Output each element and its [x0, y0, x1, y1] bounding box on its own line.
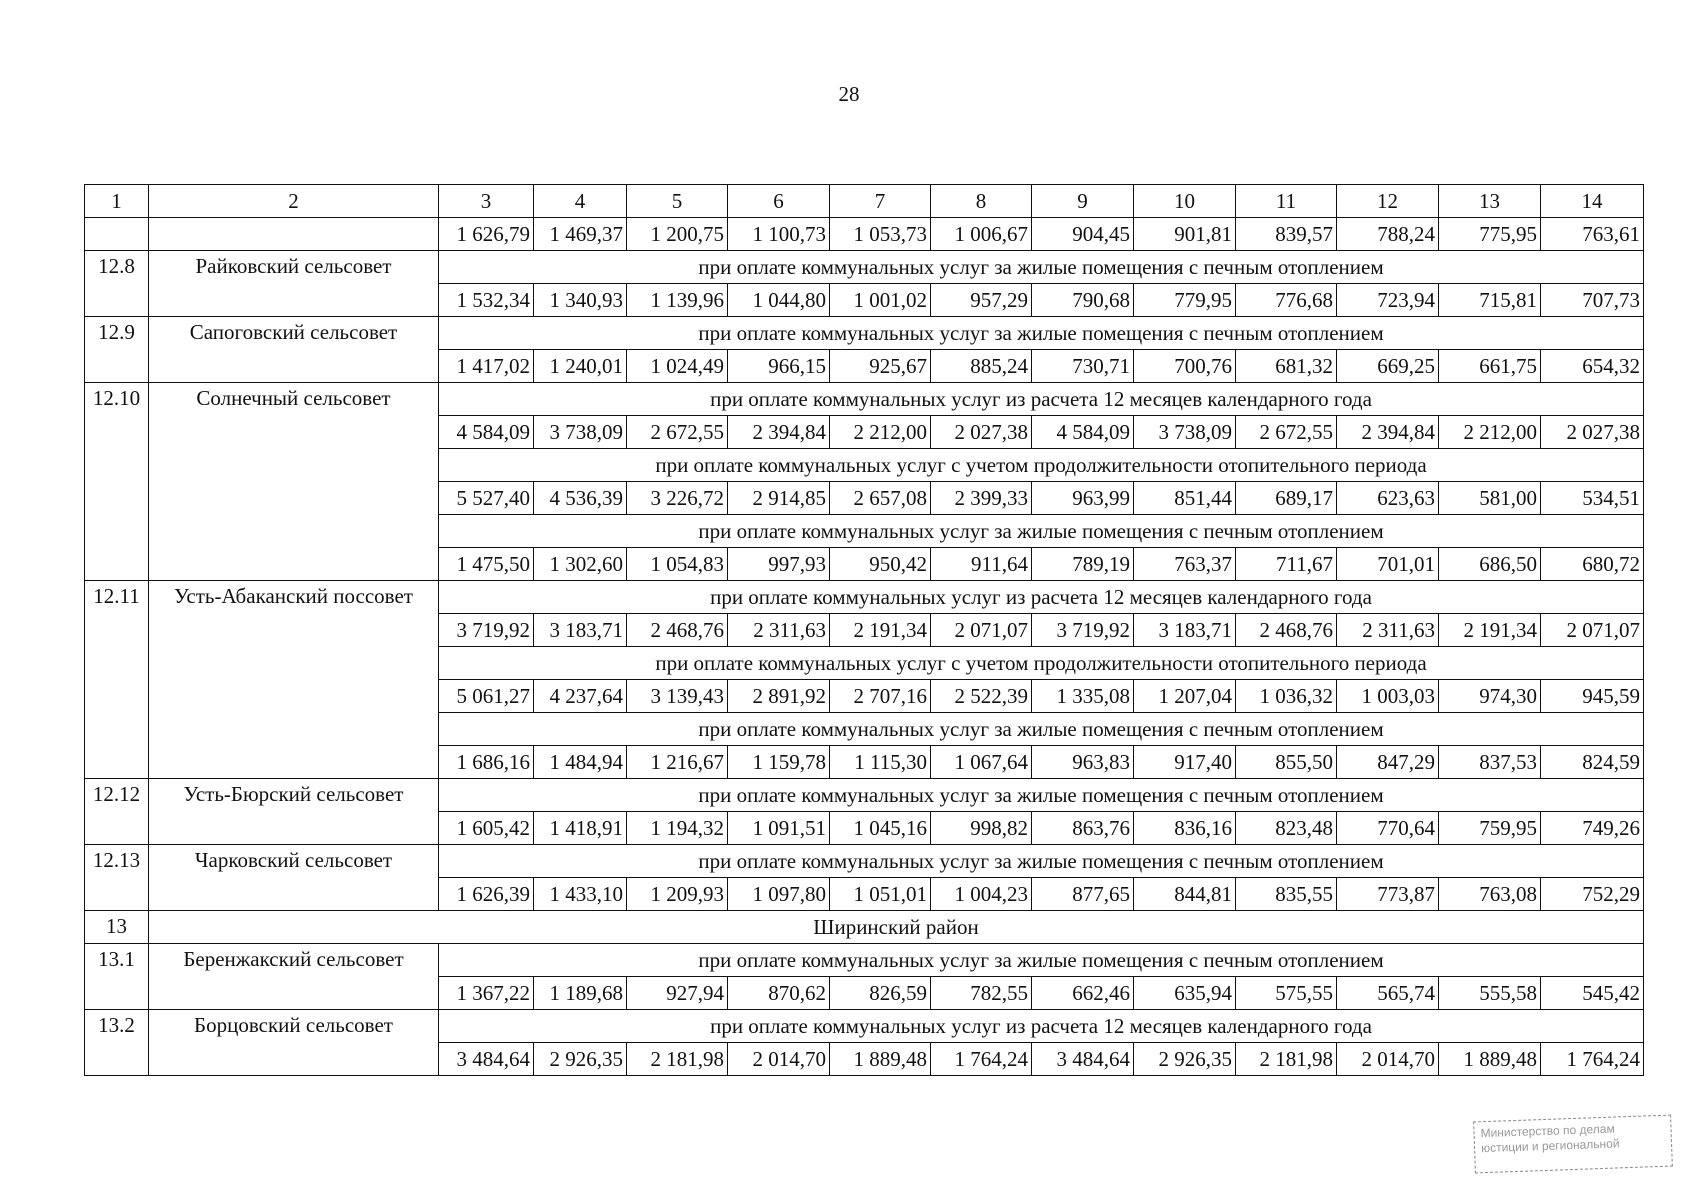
- value-cell: 662,46: [1032, 977, 1134, 1010]
- value-cell: 863,76: [1032, 812, 1134, 845]
- value-cell: 545,42: [1541, 977, 1644, 1010]
- value-cell: 2 014,70: [728, 1043, 830, 1076]
- value-cell: 681,32: [1236, 350, 1337, 383]
- section-label-row: [85, 383, 1644, 416]
- value-cell: 3 226,72: [627, 482, 728, 515]
- value-cell: 2 707,16: [830, 680, 931, 713]
- value-cell: 1 302,60: [534, 548, 627, 581]
- row-index: 12.10: [85, 383, 149, 581]
- value-cell: 2 071,07: [931, 614, 1032, 647]
- value-cell: 1 209,93: [627, 878, 728, 911]
- value-cell: 759,95: [1439, 812, 1541, 845]
- table-row: [85, 218, 1644, 251]
- value-cell: 2 181,98: [1236, 1043, 1337, 1076]
- value-cell: 847,29: [1337, 746, 1439, 779]
- value-cell: 1 189,68: [534, 977, 627, 1010]
- value-cell: 775,95: [1439, 218, 1541, 251]
- value-cell: 885,24: [931, 350, 1032, 383]
- row-index: 12.11: [85, 581, 149, 779]
- settlement-name: Райковский сельсовет: [149, 251, 439, 317]
- value-cell: 789,19: [1032, 548, 1134, 581]
- value-cell: 1 139,96: [627, 284, 728, 317]
- value-cell: 715,81: [1439, 284, 1541, 317]
- value-cell: 1 024,49: [627, 350, 728, 383]
- value-cell: 2 399,33: [931, 482, 1032, 515]
- row-index: 12.8: [85, 251, 149, 317]
- row-index: 13.2: [85, 1010, 149, 1076]
- value-cell: 2 027,38: [1541, 416, 1644, 449]
- value-cell: 4 237,64: [534, 680, 627, 713]
- value-cell: 730,71: [1032, 350, 1134, 383]
- payment-mode-label: при оплате коммунальных услуг за жилые помещения с печным отоплением: [439, 317, 1644, 350]
- value-cell: 1 100,73: [728, 218, 830, 251]
- section-label-row: [85, 845, 1644, 878]
- value-cell: 1 200,75: [627, 218, 728, 251]
- value-cell: 3 484,64: [439, 1043, 534, 1076]
- value-cell: 763,37: [1134, 548, 1236, 581]
- value-cell: 3 719,92: [439, 614, 534, 647]
- value-cell: 3 719,92: [1032, 614, 1134, 647]
- header-cell: 13: [1439, 185, 1541, 218]
- row-index: 12.9: [85, 317, 149, 383]
- value-cell: 1 626,79: [439, 218, 534, 251]
- payment-mode-label: при оплате коммунальных услуг за жилые помещения с печным отоплением: [439, 944, 1644, 977]
- value-cell: 963,83: [1032, 746, 1134, 779]
- value-cell: 2 181,98: [627, 1043, 728, 1076]
- value-cell: 1 216,67: [627, 746, 728, 779]
- value-cell: 661,75: [1439, 350, 1541, 383]
- value-cell: 779,95: [1134, 284, 1236, 317]
- value-cell: 1 335,08: [1032, 680, 1134, 713]
- value-cell: 837,53: [1439, 746, 1541, 779]
- value-cell: 2 394,84: [728, 416, 830, 449]
- value-cell: 2 014,70: [1337, 1043, 1439, 1076]
- header-cell: 6: [728, 185, 830, 218]
- value-cell: 1 159,78: [728, 746, 830, 779]
- value-cell: 711,67: [1236, 548, 1337, 581]
- value-cell: 4 584,09: [439, 416, 534, 449]
- payment-mode-label: при оплате коммунальных услуг за жилые помещения с печным отоплением: [439, 713, 1644, 746]
- settlement-name: Усть-Бюрский сельсовет: [149, 779, 439, 845]
- value-cell: 623,63: [1337, 482, 1439, 515]
- value-cell: 1 889,48: [830, 1043, 931, 1076]
- value-cell: 565,74: [1337, 977, 1439, 1010]
- value-cell: 1 097,80: [728, 878, 830, 911]
- tariff-table: [84, 184, 1644, 1076]
- value-cell: 1 418,91: [534, 812, 627, 845]
- section-label-row: [85, 317, 1644, 350]
- district-row: [85, 911, 1644, 944]
- value-cell: 998,82: [931, 812, 1032, 845]
- payment-mode-label: при оплате коммунальных услуг за жилые помещения с печным отоплением: [439, 515, 1644, 548]
- value-cell: 1 367,22: [439, 977, 534, 1010]
- value-cell: 1 484,94: [534, 746, 627, 779]
- row-name: [149, 218, 439, 251]
- value-cell: 1 045,16: [830, 812, 931, 845]
- value-cell: 1 044,80: [728, 284, 830, 317]
- settlement-name: Беренжакский сельсовет: [149, 944, 439, 1010]
- value-cell: 3 183,71: [534, 614, 627, 647]
- value-cell: 4 584,09: [1032, 416, 1134, 449]
- header-cell: 5: [627, 185, 728, 218]
- section-label-row: [85, 581, 1644, 614]
- payment-mode-label: при оплате коммунальных услуг за жилые помещения с печным отоплением: [439, 779, 1644, 812]
- value-cell: 1 004,23: [931, 878, 1032, 911]
- value-cell: 1 054,83: [627, 548, 728, 581]
- value-cell: 4 536,39: [534, 482, 627, 515]
- value-cell: 917,40: [1134, 746, 1236, 779]
- value-cell: 2 027,38: [931, 416, 1032, 449]
- value-cell: 1 115,30: [830, 746, 931, 779]
- value-cell: 2 191,34: [1439, 614, 1541, 647]
- value-cell: 1 006,67: [931, 218, 1032, 251]
- settlement-name: Сапоговский сельсовет: [149, 317, 439, 383]
- value-cell: 654,32: [1541, 350, 1644, 383]
- value-cell: 581,00: [1439, 482, 1541, 515]
- value-cell: 823,48: [1236, 812, 1337, 845]
- value-cell: 2 657,08: [830, 482, 931, 515]
- value-cell: 2 191,34: [830, 614, 931, 647]
- value-cell: 901,81: [1134, 218, 1236, 251]
- payment-mode-label: при оплате коммунальных услуг из расчета 12 месяцев календарного года: [439, 383, 1644, 416]
- value-cell: 782,55: [931, 977, 1032, 1010]
- value-cell: 770,64: [1337, 812, 1439, 845]
- value-cell: 2 468,76: [627, 614, 728, 647]
- payment-mode-label: при оплате коммунальных услуг из расчета 12 месяцев календарного года: [439, 581, 1644, 614]
- settlement-name: Чарковский сельсовет: [149, 845, 439, 911]
- header-cell: 11: [1236, 185, 1337, 218]
- value-cell: 966,15: [728, 350, 830, 383]
- value-cell: 3 738,09: [534, 416, 627, 449]
- header-cell: 2: [149, 185, 439, 218]
- value-cell: 2 311,63: [728, 614, 830, 647]
- header-cell: 4: [534, 185, 627, 218]
- value-cell: 2 672,55: [627, 416, 728, 449]
- value-cell: 2 212,00: [830, 416, 931, 449]
- value-cell: 1 475,50: [439, 548, 534, 581]
- value-cell: 3 183,71: [1134, 614, 1236, 647]
- registration-stamp: [1473, 1115, 1673, 1174]
- value-cell: 2 926,35: [1134, 1043, 1236, 1076]
- value-cell: 997,93: [728, 548, 830, 581]
- value-cell: 749,26: [1541, 812, 1644, 845]
- value-cell: 963,99: [1032, 482, 1134, 515]
- value-cell: 763,08: [1439, 878, 1541, 911]
- value-cell: 790,68: [1032, 284, 1134, 317]
- value-cell: 5 527,40: [439, 482, 534, 515]
- row-index: 13.1: [85, 944, 149, 1010]
- value-cell: 877,65: [1032, 878, 1134, 911]
- payment-mode-label: при оплате коммунальных услуг за жилые помещения с печным отоплением: [439, 845, 1644, 878]
- value-cell: 1 091,51: [728, 812, 830, 845]
- value-cell: 855,50: [1236, 746, 1337, 779]
- district-name: Ширинский район: [149, 911, 1644, 944]
- value-cell: 2 914,85: [728, 482, 830, 515]
- value-cell: 1 764,24: [1541, 1043, 1644, 1076]
- header-cell: 8: [931, 185, 1032, 218]
- value-cell: 686,50: [1439, 548, 1541, 581]
- value-cell: 534,51: [1541, 482, 1644, 515]
- section-label-row: [85, 251, 1644, 284]
- header-cell: 3: [439, 185, 534, 218]
- value-cell: 839,57: [1236, 218, 1337, 251]
- value-cell: 1 051,01: [830, 878, 931, 911]
- value-cell: 701,01: [1337, 548, 1439, 581]
- value-cell: 945,59: [1541, 680, 1644, 713]
- value-cell: 911,64: [931, 548, 1032, 581]
- value-cell: 2 468,76: [1236, 614, 1337, 647]
- value-cell: 826,59: [830, 977, 931, 1010]
- settlement-name: Усть-Абаканский поссовет: [149, 581, 439, 779]
- value-cell: 1 003,03: [1337, 680, 1439, 713]
- value-cell: 635,94: [1134, 977, 1236, 1010]
- value-cell: 1 626,39: [439, 878, 534, 911]
- value-cell: 904,45: [1032, 218, 1134, 251]
- value-cell: 773,87: [1337, 878, 1439, 911]
- value-cell: 1 889,48: [1439, 1043, 1541, 1076]
- value-cell: 927,94: [627, 977, 728, 1010]
- value-cell: 3 139,43: [627, 680, 728, 713]
- district-index: 13: [85, 911, 149, 944]
- value-cell: 689,17: [1236, 482, 1337, 515]
- table-body: [85, 185, 1644, 1076]
- value-cell: 2 891,92: [728, 680, 830, 713]
- value-cell: 851,44: [1134, 482, 1236, 515]
- stamp-line-2: юстиции и региональной: [1480, 1136, 1620, 1156]
- value-cell: 2 212,00: [1439, 416, 1541, 449]
- value-cell: 2 672,55: [1236, 416, 1337, 449]
- value-cell: 555,58: [1439, 977, 1541, 1010]
- value-cell: 1 053,73: [830, 218, 931, 251]
- value-cell: 1 532,34: [439, 284, 534, 317]
- value-cell: 835,55: [1236, 878, 1337, 911]
- value-cell: 974,30: [1439, 680, 1541, 713]
- settlement-name: Солнечный сельсовет: [149, 383, 439, 581]
- header-cell: 7: [830, 185, 931, 218]
- header-cell: 9: [1032, 185, 1134, 218]
- value-cell: 3 484,64: [1032, 1043, 1134, 1076]
- header-row: [85, 185, 1644, 218]
- value-cell: 2 522,39: [931, 680, 1032, 713]
- value-cell: 700,76: [1134, 350, 1236, 383]
- value-cell: 950,42: [830, 548, 931, 581]
- value-cell: 1 194,32: [627, 812, 728, 845]
- section-label-row: [85, 1010, 1644, 1043]
- payment-mode-label: при оплате коммунальных услуг с учетом продолжительности отопительного периода: [439, 647, 1644, 680]
- payment-mode-label: при оплате коммунальных услуг из расчета 12 месяцев календарного года: [439, 1010, 1644, 1043]
- value-cell: 669,25: [1337, 350, 1439, 383]
- value-cell: 1 417,02: [439, 350, 534, 383]
- header-cell: 14: [1541, 185, 1644, 218]
- value-cell: 1 469,37: [534, 218, 627, 251]
- value-cell: 2 926,35: [534, 1043, 627, 1076]
- value-cell: 870,62: [728, 977, 830, 1010]
- section-label-row: [85, 779, 1644, 812]
- value-cell: 957,29: [931, 284, 1032, 317]
- value-cell: 925,67: [830, 350, 931, 383]
- value-cell: 723,94: [1337, 284, 1439, 317]
- payment-mode-label: при оплате коммунальных услуг с учетом продолжительности отопительного периода: [439, 449, 1644, 482]
- header-cell: 10: [1134, 185, 1236, 218]
- value-cell: 5 061,27: [439, 680, 534, 713]
- row-index: 12.12: [85, 779, 149, 845]
- value-cell: 575,55: [1236, 977, 1337, 1010]
- value-cell: 680,72: [1541, 548, 1644, 581]
- value-cell: 824,59: [1541, 746, 1644, 779]
- row-index: 12.13: [85, 845, 149, 911]
- value-cell: 836,16: [1134, 812, 1236, 845]
- value-cell: 1 001,02: [830, 284, 931, 317]
- header-cell: 12: [1337, 185, 1439, 218]
- value-cell: 844,81: [1134, 878, 1236, 911]
- value-cell: 2 311,63: [1337, 614, 1439, 647]
- value-cell: 1 433,10: [534, 878, 627, 911]
- value-cell: 1 605,42: [439, 812, 534, 845]
- row-index: [85, 218, 149, 251]
- value-cell: 1 067,64: [931, 746, 1032, 779]
- page-number: 28: [838, 82, 860, 106]
- settlement-name: Борцовский сельсовет: [149, 1010, 439, 1076]
- stamp-line-1: Министерство по делам: [1480, 1121, 1615, 1141]
- section-label-row: [85, 944, 1644, 977]
- value-cell: 707,73: [1541, 284, 1644, 317]
- value-cell: 763,61: [1541, 218, 1644, 251]
- value-cell: 3 738,09: [1134, 416, 1236, 449]
- value-cell: 1 036,32: [1236, 680, 1337, 713]
- value-cell: 1 686,16: [439, 746, 534, 779]
- value-cell: 788,24: [1337, 218, 1439, 251]
- header-cell: 1: [85, 185, 149, 218]
- value-cell: 1 764,24: [931, 1043, 1032, 1076]
- value-cell: 1 207,04: [1134, 680, 1236, 713]
- value-cell: 2 071,07: [1541, 614, 1644, 647]
- value-cell: 2 394,84: [1337, 416, 1439, 449]
- value-cell: 776,68: [1236, 284, 1337, 317]
- value-cell: 752,29: [1541, 878, 1644, 911]
- value-cell: 1 340,93: [534, 284, 627, 317]
- payment-mode-label: при оплате коммунальных услуг за жилые помещения с печным отоплением: [439, 251, 1644, 284]
- value-cell: 1 240,01: [534, 350, 627, 383]
